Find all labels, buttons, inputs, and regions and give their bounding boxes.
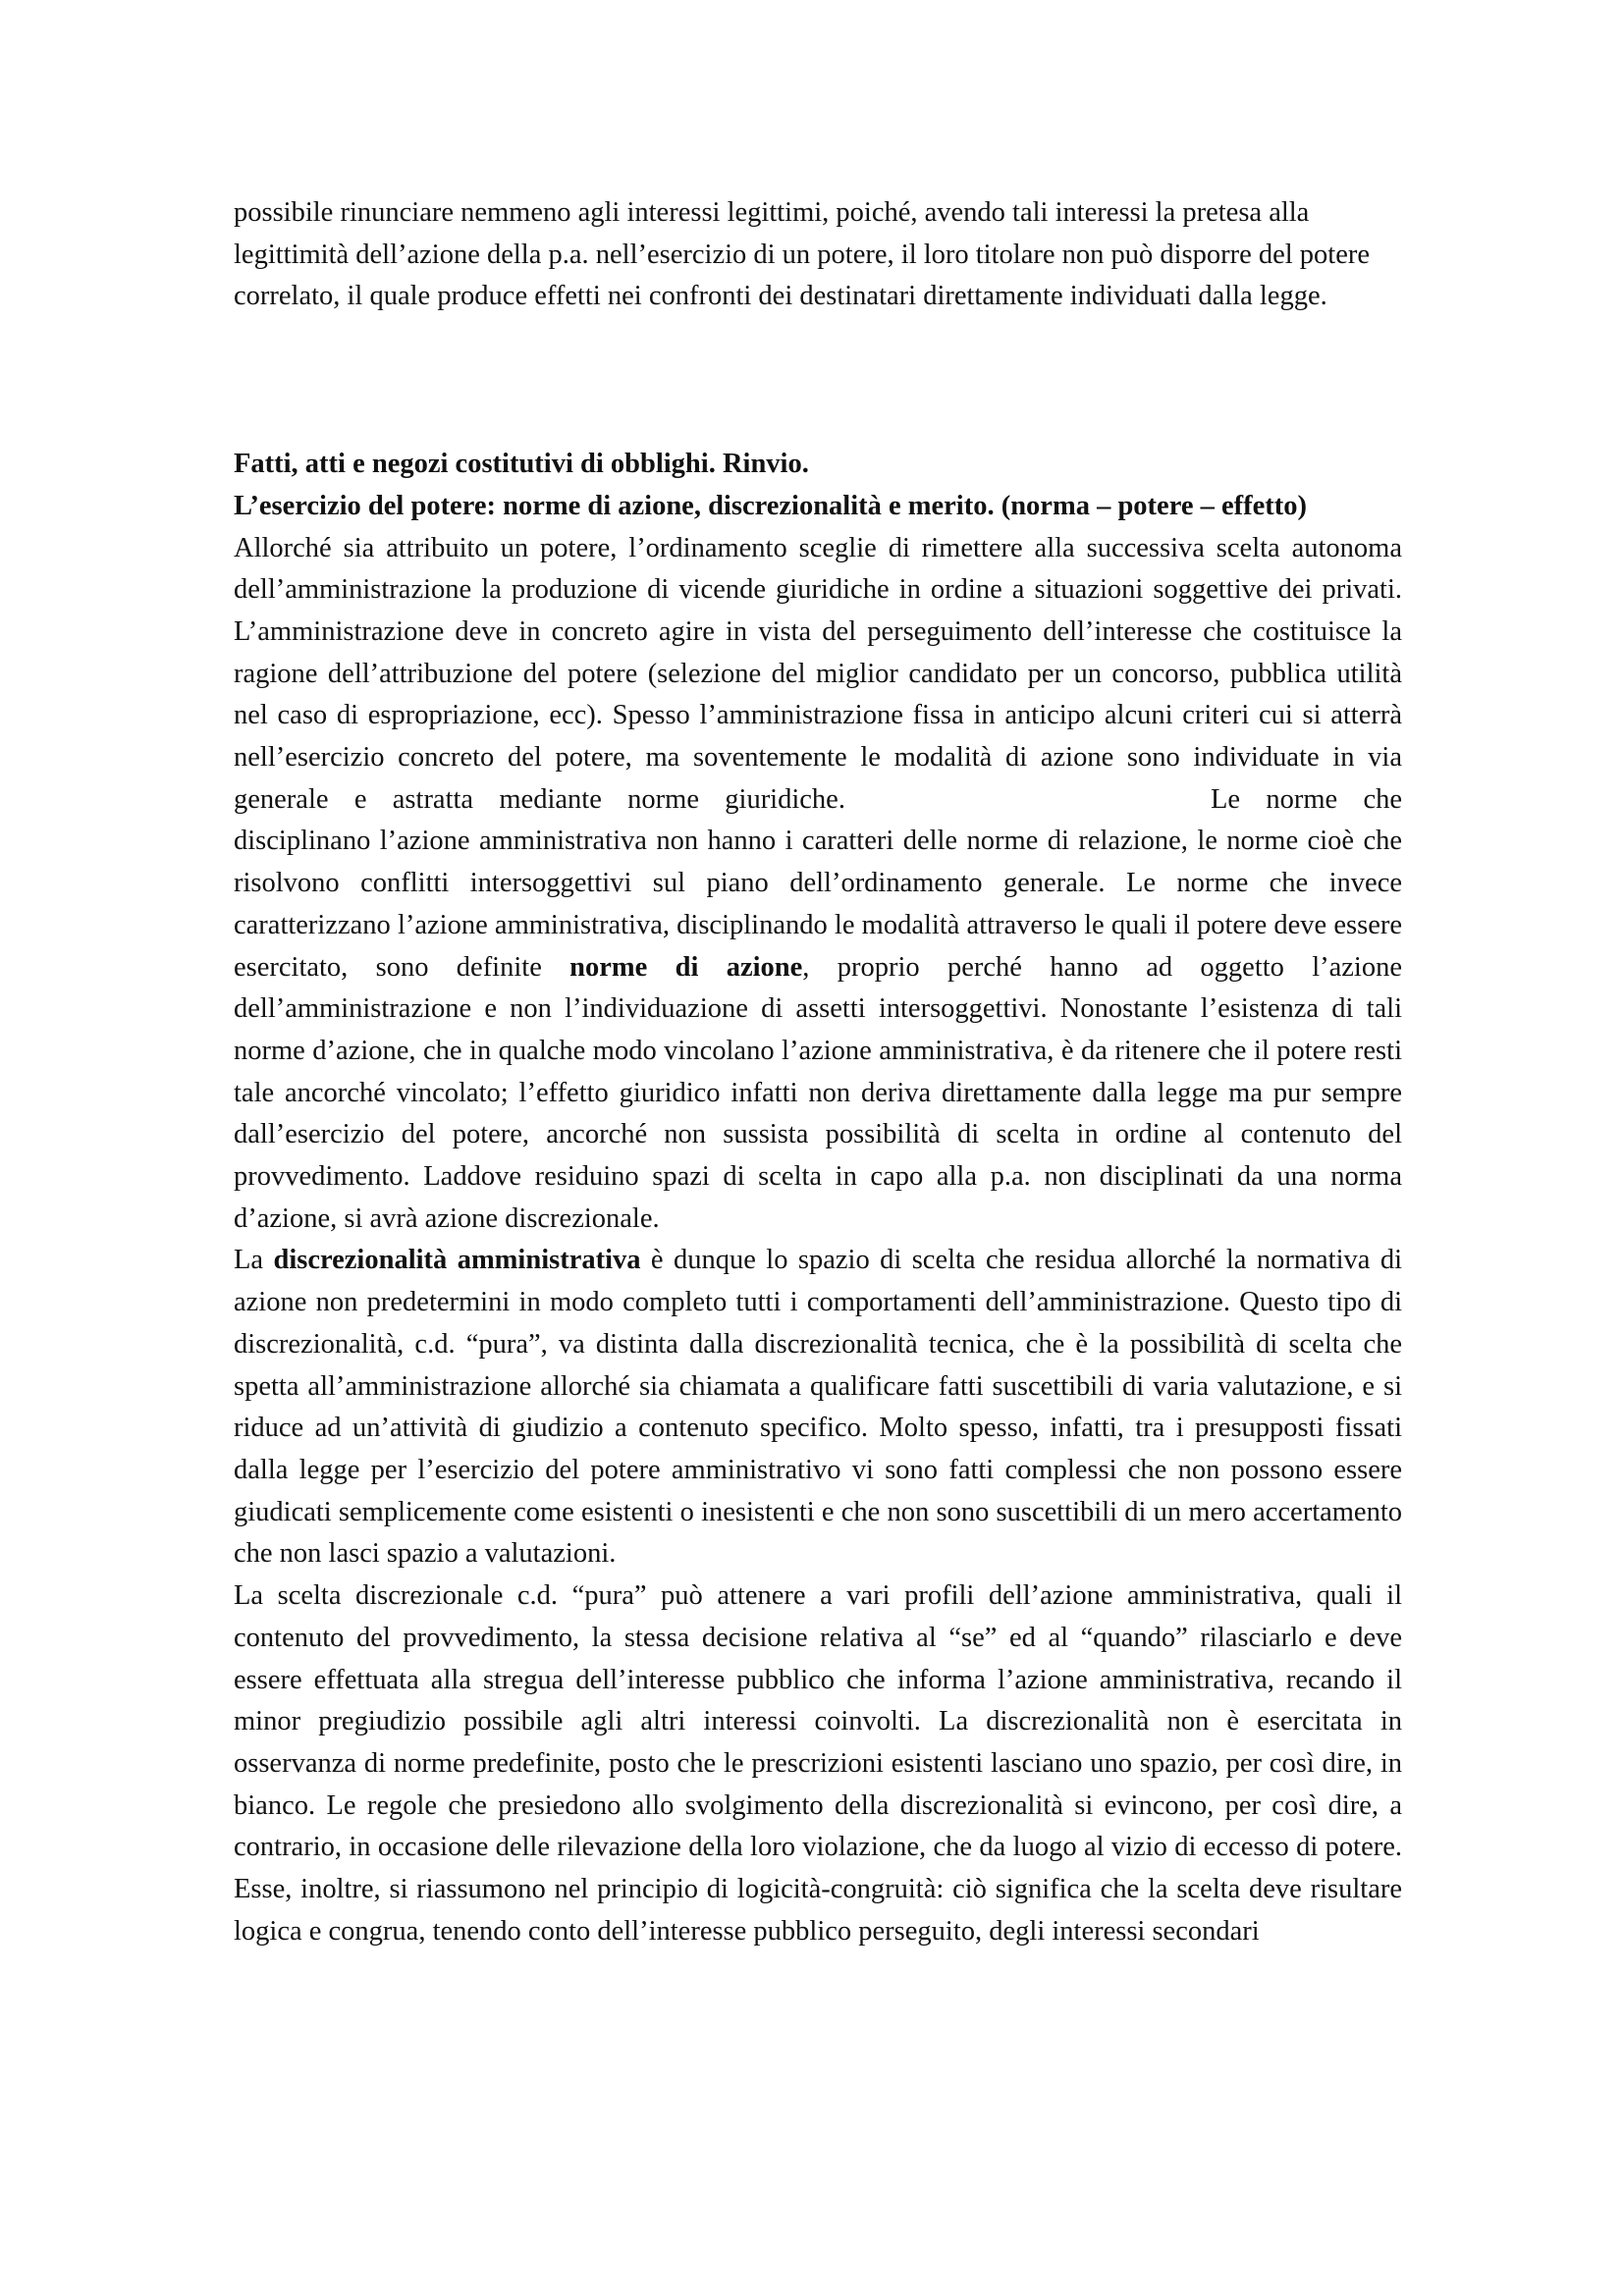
paragraph-text: Allorché sia attribuito un potere, l’ordinamento sceglie di rimettere alla successiva scelta autonoma dell’amministrazione la produzione di vicende giuridiche in ordine a situazioni soggettive dei privati. L’amministrazione deve in concreto agire in vista del perseguimento dell’interesse che costituisce la ragione dell’attribuzione del potere (selezione del miglior candidato per un concorso, pubblica utilità nel caso di espropriazione, ecc). Spesso l’amministrazione fissa in anticipo alcuni criteri cui si atterrà nell’esercizio concreto del potere, ma soventemente le modalità di azione sono individuate in via generale e astratta mediante norme giuridiche. — [234, 532, 1402, 815]
bold-term-norme-di-azione: norme di azione — [569, 951, 803, 983]
intro-paragraph: possibile rinunciare nemmeno agli interessi legittimi, poiché, avendo tali interessi la pretesa alla legittimità dell’azione della p.a. nell’esercizio di un potere, il loro titolare non può disporre del potere correlato, il quale produce effetti nei confronti dei destinatari direttamente individuati dalla legge. — [234, 197, 1371, 312]
paragraph-text: è dunque lo spazio di scelta che residua allorché la normativa di azione non predetermini in modo completo tutti i comportamenti dell’amministrazione. Questo tipo di discrezionalità, c.d. “pura”, va distinta dalla discrezionalità tecnica, che è la possibilità di scelta che spetta all’amministrazione allorché sia chiamata a qualificare fatti suscettibili di varia valutazione, e si riduce ad un’attività di giudizio a contenuto specifico. Molto spesso, infatti, tra i presupposti fissati dalla legge per l’esercizio del potere amministrativo vi sono fatti complessi che non possono essere giudicati semplicemente come esistenti o inesistenti e che non sono suscettibili di un mero accertamento che non lasci spazio a valutazioni. — [234, 1245, 1402, 1570]
paragraph-norme-di-azione — [234, 528, 1402, 1241]
section-heading-obblighi: Fatti, atti e negozi costitutivi di obblighi. Rinvio. — [234, 449, 809, 480]
page-content — [234, 192, 1402, 1952]
section-heading-esercizio-potere: L’esercizio del potere: norme di azione, discrezionalità e merito. (norma – potere – effetto) — [234, 490, 1307, 521]
paragraph-text: , proprio perché hanno ad oggetto l’azione dell’amministrazione e non l’individuazione di assetti intersoggettivi. Nonostante l’esistenza di tali norme d’azione, che in qualche modo vincolano l’azione amministrativa, è da ritenere che il potere resti tale ancorché vincolato; l’effetto giuridico infatti non deriva direttamente dalla legge ma pur sempre dall’esercizio del potere, ancorché non sussista possibilità di scelta in ordine al contenuto del provvedimento. Laddove residuino spazi di scelta in capo alla p.a. non disciplinati da una norma d’azione, si avrà azione discrezionale. — [234, 951, 1402, 1234]
paragraph-text: La — [234, 1245, 274, 1276]
paragraph-scelta-discrezionale: La scelta discrezionale c.d. “pura” può attenere a vari profili dell’azione amministrativa, quali il contenuto del provvedimento, la stessa decisione relativa al “se” ed al “quando” rilasciarlo e deve essere effettuata alla stregua dell’interesse pubblico che informa l’azione amministrativa, recando il minor pregiudizio possibile agli altri interessi coinvolti. La discrezionalità non è esercitata in osservanza di norme predefinite, posto che le prescrizioni esistenti lasciano uno spazio, per così dire, in bianco. Le regole che presiedono allo svolgimento della discrezionalità si evincono, per così dire, a contrario, in occasione delle rilevazione della loro violazione, che da luogo al vizio di eccesso di potere. Esse, inoltre, si riassumono nel principio di logicità-congruità: ciò significa che la scelta deve risultare logica e congrua, tenendo conto dell’interesse pubblico perseguito, degli interessi secondari — [234, 1580, 1402, 1947]
paragraph-discrezionalita — [234, 1240, 1402, 1575]
bold-term-discrezionalita-amministrativa: discrezionalità amministrativa — [273, 1245, 641, 1276]
paragraph-text: Le norme che disciplinano l’azione amministrativa non hanno i caratteri delle norme di relazione, le norme cioè che risolvono conflitti intersoggettivi sul piano dell’ordinamento generale. Le norme che invece caratterizzano l’azione amministrativa, disciplinando le modalità attraverso le quali il potere deve essere esercitato, sono definite — [234, 783, 1402, 983]
section-gap — [234, 318, 1402, 444]
